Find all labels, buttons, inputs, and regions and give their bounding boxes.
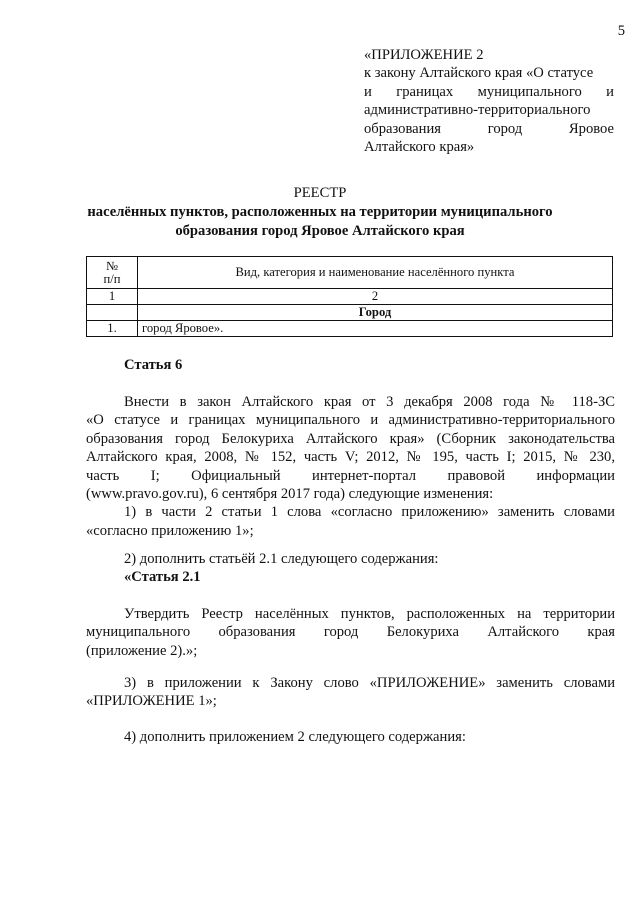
intro-line: образования город Белокуриха Алтайского края» (Сборник законодательства xyxy=(86,430,615,447)
appendix-title: «ПРИЛОЖЕНИЕ 2 xyxy=(364,47,484,63)
intro-line: «О статусе и границах муниципального и административно-территориального xyxy=(86,412,615,429)
item-1-line: «согласно приложению 1»; xyxy=(86,522,254,539)
register-title: РЕЕСТР xyxy=(293,185,347,201)
appendix-line: и границах муниципального и xyxy=(364,83,614,100)
intro-line: Внести в закон Алтайского края от 3 декабря 2008 года № 118-ЗС xyxy=(124,394,615,410)
header-number-label: № xyxy=(105,258,119,273)
appendix-line: к закону Алтайского края «О статусе xyxy=(364,65,594,82)
article-heading: Статья 6 xyxy=(124,357,183,373)
article-heading-block xyxy=(86,356,615,374)
sub-article-line: муниципального образования город Белокуриха Алтайского края xyxy=(86,624,615,641)
section-title: Город xyxy=(138,305,613,321)
appendix-line: образования город Яровое xyxy=(364,120,614,137)
column-index-1: 1 xyxy=(87,289,138,305)
article-intro xyxy=(86,393,615,540)
column-index-2: 2 xyxy=(138,289,613,305)
sub-article-line: Утвердить Реестр населённых пунктов, расположенных на территории xyxy=(124,606,615,622)
sub-article-heading: «Статья 2.1 xyxy=(124,569,201,586)
header-number-cell xyxy=(87,257,138,289)
item-3-block xyxy=(86,674,615,711)
intro-line: (www.pravo.gov.ru), 6 сентября 2017 года) следующие изменения: xyxy=(86,486,494,503)
item-3-line: «ПРИЛОЖЕНИЕ 1»; xyxy=(86,693,217,710)
intro-line: часть I; Официальный интернет-портал правовой информации xyxy=(86,467,615,484)
table-header-row xyxy=(87,257,613,289)
page-number: 5 xyxy=(617,23,625,39)
appendix-line: Алтайского края» xyxy=(364,139,475,156)
register-heading xyxy=(0,184,640,241)
appendix-header xyxy=(364,46,614,156)
item-3-line: 3) в приложении к Закону слово «ПРИЛОЖЕНИЕ» заменить словами xyxy=(124,675,615,691)
intro-line: Алтайского края, 2008, № 152, часть V; 2012, № 195, часть I; 2015, № 230, xyxy=(86,449,615,466)
item-2: 2) дополнить статьёй 2.1 следующего содержания: xyxy=(124,551,439,567)
register-subtitle: образования город Яровое Алтайского края xyxy=(175,223,465,239)
table-index-row xyxy=(87,289,613,305)
item-1-line: 1) в части 2 статьи 1 слова «согласно приложению» заменить словами xyxy=(124,504,615,521)
item-4-block xyxy=(86,728,615,746)
sub-article-line: (приложение 2).»; xyxy=(86,642,198,659)
item-2-block xyxy=(86,550,615,587)
register-table xyxy=(86,256,613,337)
sub-article-text xyxy=(86,605,615,660)
header-name-cell: Вид, категория и наименование населённого пункта xyxy=(138,257,613,289)
header-number-label: п/п xyxy=(103,271,121,286)
appendix-line: административно-территориального xyxy=(364,102,591,119)
item-4: 4) дополнить приложением 2 следующего содержания: xyxy=(124,729,466,745)
row-number: 1. xyxy=(87,321,138,337)
row-settlement-name: город Яровое». xyxy=(138,321,613,337)
register-subtitle: населённых пунктов, расположенных на территории муниципального xyxy=(87,204,553,220)
table-section-row xyxy=(87,305,613,321)
table-row xyxy=(87,321,613,337)
section-empty-cell xyxy=(87,305,138,321)
